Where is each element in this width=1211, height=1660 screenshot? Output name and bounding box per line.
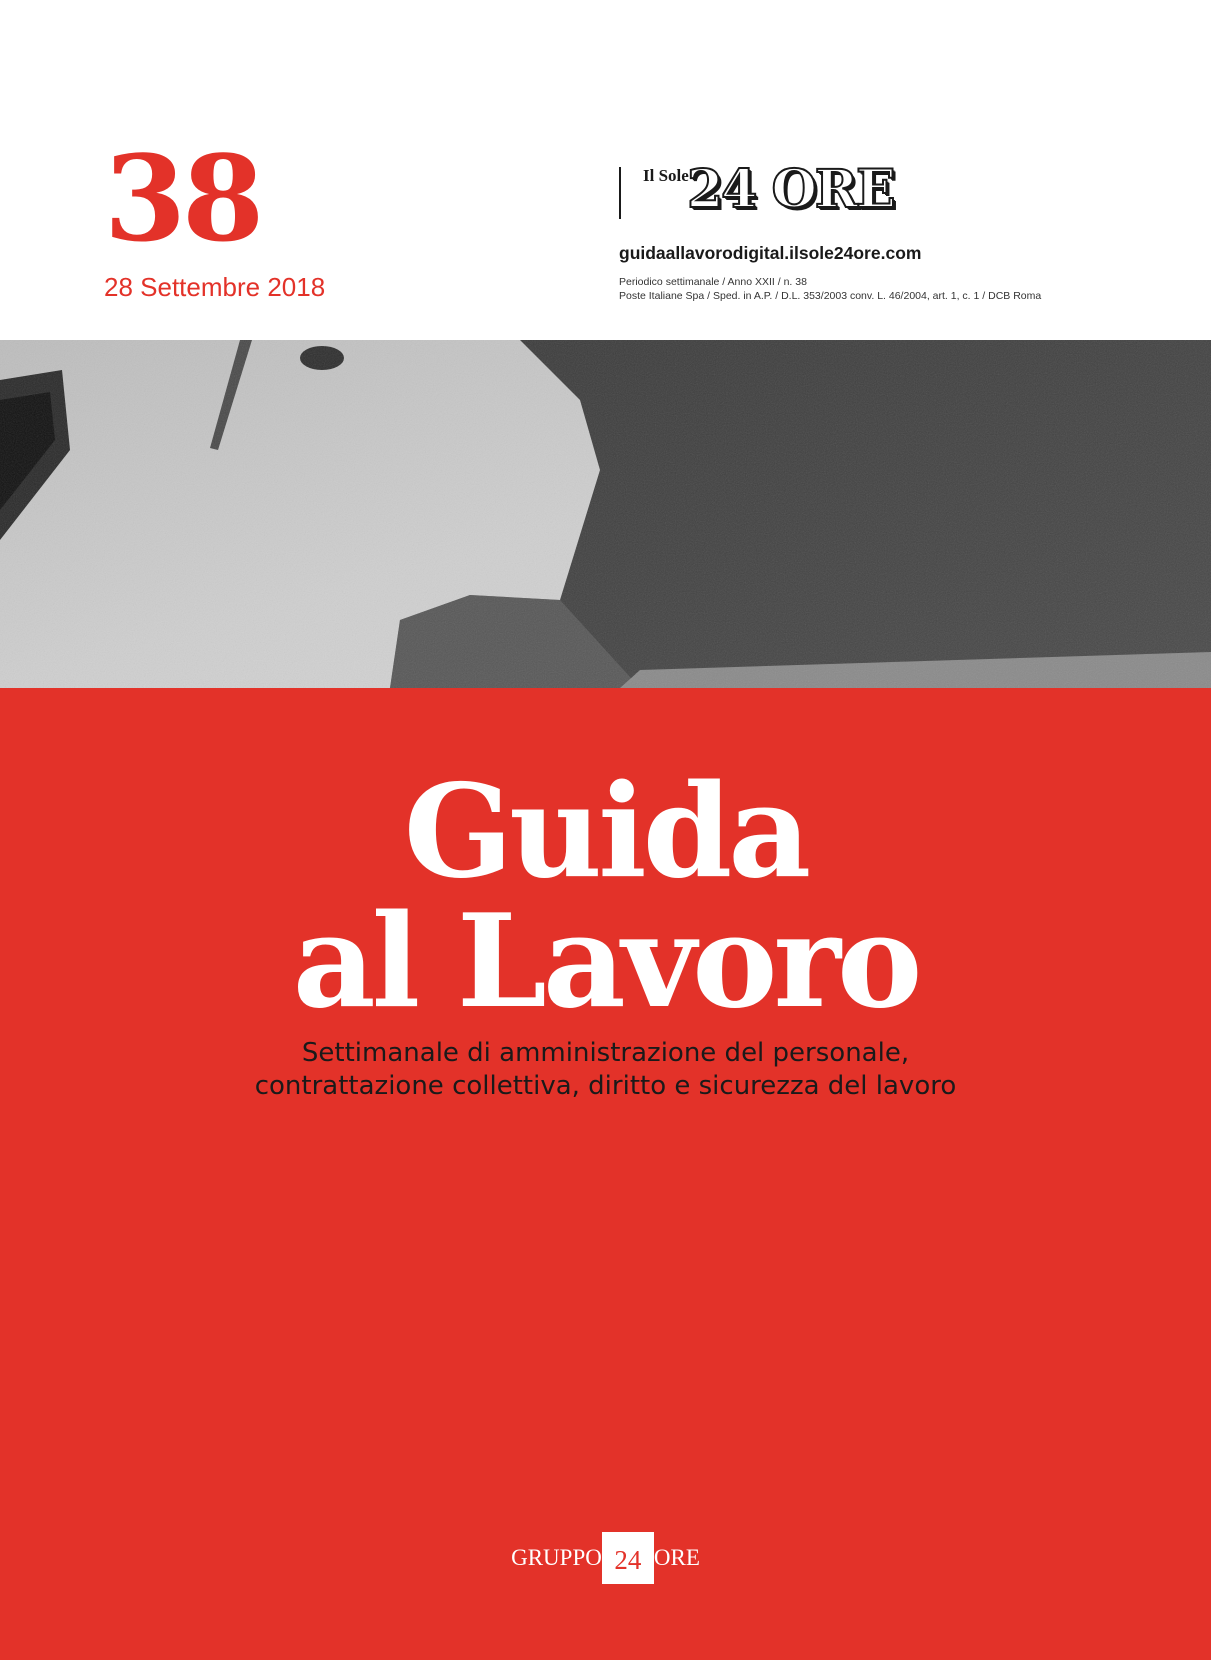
magazine-subtitle-line-2: contrattazione collettiva, diritto e sicurezza del lavoro <box>254 1071 957 1101</box>
magazine-title-line-1: Guida <box>403 757 808 907</box>
group-logo-right: ORE <box>653 1545 700 1570</box>
logo-prefix: Il Sole <box>643 166 689 185</box>
website-url: guidaallavorodigital.ilsole24ore.com <box>619 243 922 263</box>
magazine-subtitle-line-1: Settimanale di amministrazione del personale, <box>301 1038 910 1068</box>
group-logo-number: 24 <box>602 1532 654 1584</box>
issue-number: 38 <box>104 129 261 268</box>
magazine-title-line-2: al Lavoro <box>292 887 919 1037</box>
red-title-panel <box>0 688 1211 1660</box>
group-logo-left: GRUPPO <box>511 1545 602 1570</box>
legal-info-line-1: Periodico settimanale / Anno XXII / n. 38 <box>619 276 807 288</box>
cover-photo <box>0 340 1211 688</box>
legal-info-line-2: Poste Italiane Spa / Sped. in A.P. / D.L. 353/2003 conv. L. 46/2004, art. 1, c. 1 / DCB Roma <box>619 290 1042 302</box>
issue-date: 28 Settembre 2018 <box>104 272 326 302</box>
group-logo <box>0 1532 1211 1584</box>
logo-divider <box>619 167 621 219</box>
logo-wordmark: 24 ORE <box>687 159 894 220</box>
